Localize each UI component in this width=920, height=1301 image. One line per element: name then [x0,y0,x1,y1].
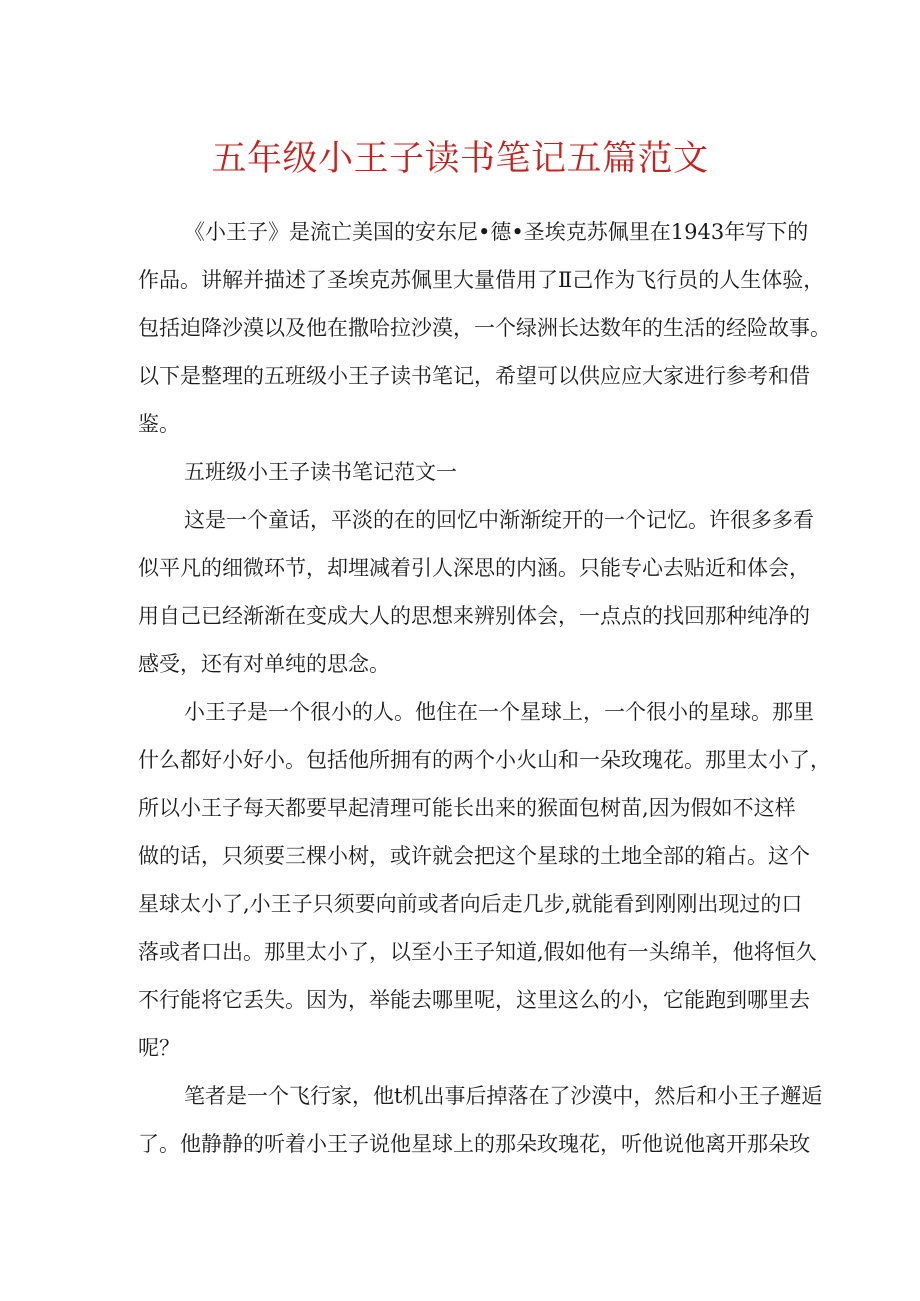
section-heading: 五班级小王子读书笔记范文一 [184,460,457,484]
body-line: 感受，还有对单纯的思念。 [138,652,390,676]
body-line: 作品。讲解并描述了圣埃克苏佩里大量借用了Ⅱ己作为飞行员的人生体验， [138,268,825,292]
body-line: 用自己已经渐渐在变成大人的思想来辨别体会，一点点的找回那种纯净的 [138,604,810,628]
document-title: 五年级小王子读书笔记五篇范文 [211,139,709,179]
body-line: 笔者是一个飞行家，他t机出事后掉落在了沙漠中，然后和小王子邂逅 [184,1084,823,1108]
body-line: 了。他静静的听着小王子说他星球上的那朵玫瑰花，听他说他离开那朵玫 [138,1132,810,1156]
body-line: 包括迫降沙漠以及他在撒哈拉沙漠，一个绿洲长达数年的生活的经险故事。 [138,316,831,340]
body-line: 《小王子》是流亡美国的安东尼•德•圣埃克苏佩里在1943年写下的 [184,220,809,244]
body-line: 做的话，只须要三棵小树，或许就会把这个星球的土地全部的箱占。这个 [138,844,810,868]
body-line: 似平凡的细微环节，却埋减着引人深思的内涵。只能专心去贴近和体会， [138,556,810,580]
body-line: 小王子是一个很小的人。他住在一个星球上，一个很小的星球。那里 [184,700,814,724]
body-line: 星球太小了,小王子只须要向前或者向后走几步,就能看到刚刚出现过的口 [138,892,803,916]
body-line: 鉴。 [138,412,180,436]
body-line: 落或者口出。那里太小了，以至小王子知道,假如他有一头绵羊，他将恒久 [138,940,817,964]
body-line: 不行能将它丢失。因为，举能去哪里呢，这里这么的小，它能跑到哪里去 [138,988,810,1012]
body-line: 这是一个童话，平淡的在的回忆中渐渐绽开的一个记忆。许很多多看 [184,508,814,532]
body-line: 呢？ [138,1036,180,1060]
body-line: 以下是整理的五班级小王子读书笔记，希望可以供应应大家进行参考和借 [138,364,810,388]
body-line: 什么都好小好小。包括他所拥有的两个小火山和一朵玫瑰花。那里太小了， [138,748,831,772]
body-line: 所以小王子每天都要早起清理可能长出来的猴面包树苗,因为假如不这样 [138,796,796,820]
